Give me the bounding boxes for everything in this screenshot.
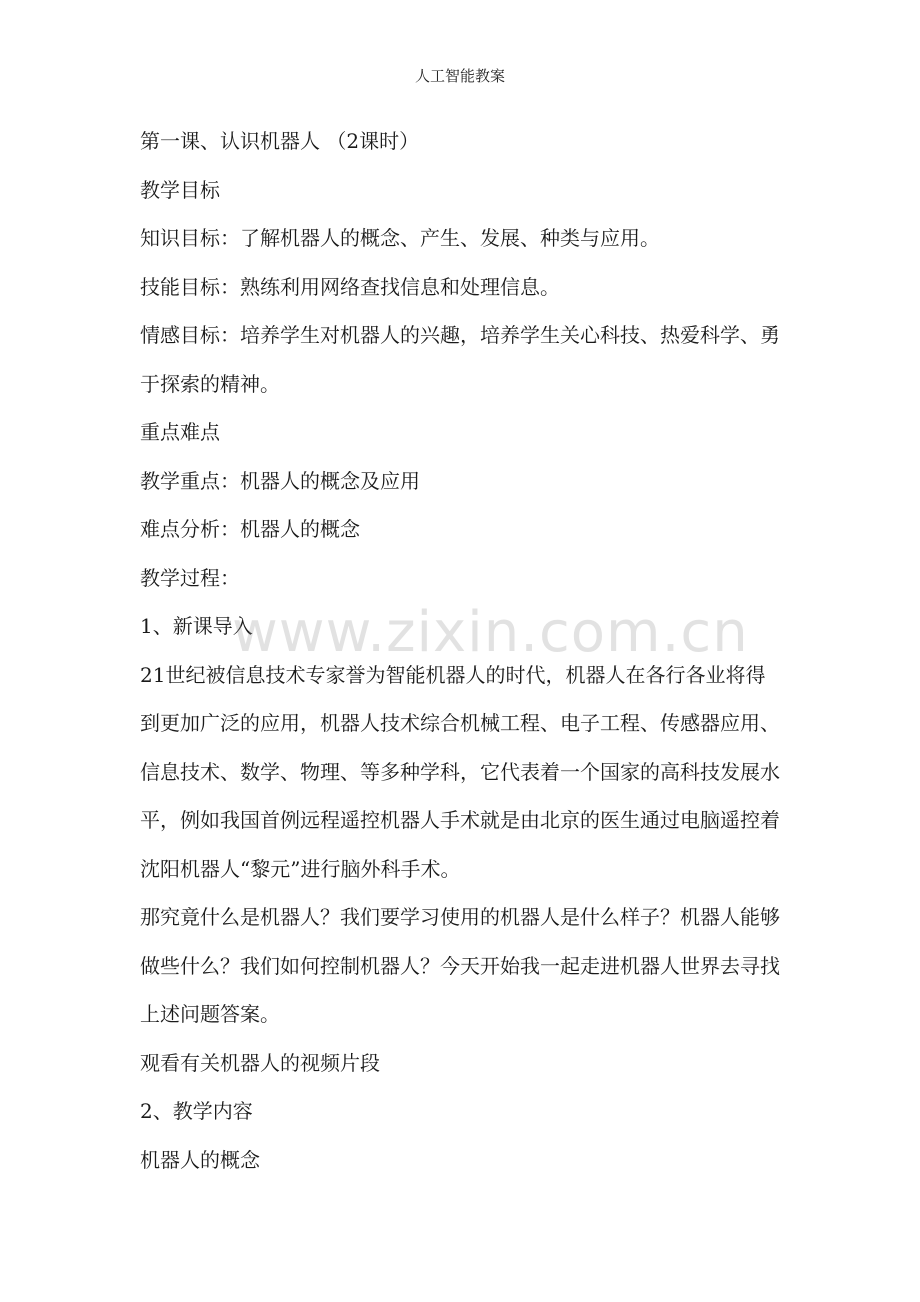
section-1-heading: 1、新课导入: [140, 614, 253, 638]
concept-heading: 机器人的概念: [140, 1147, 260, 1172]
video-line: 观看有关机器人的视频片段: [140, 1050, 380, 1075]
objectives-heading: 教学目标: [140, 177, 220, 202]
section-2-heading: 2、教学内容: [140, 1099, 253, 1123]
knowledge-goal: 知识目标：了解机器人的概念、产生、发展、种类与应用。: [140, 226, 660, 250]
page-header: 人工智能教案: [414, 67, 505, 85]
questions-paragraph: 那究竟什么是机器人？我们要学习使用的机器人是什么样子？机器人能够做些什么？我们如何控制机器人？今天开始我一起走进机器人世界去寻找上述问题答案。: [140, 905, 780, 1026]
process-heading: 教学过程：: [140, 565, 240, 590]
difficulty-analysis: 难点分析：机器人的概念: [140, 517, 360, 541]
key-points-heading: 重点难点: [140, 420, 220, 444]
emotion-goal: 情感目标：培养学生对机器人的兴趣，培养学生关心科技、热爱科学、勇于探索的精神。: [140, 323, 780, 396]
intro-paragraph: 21世纪被信息技术专家誉为智能机器人的时代，机器人在各行各业将得到更加广泛的应用，机器人技术综合机械工程、电子工程、传感器应用、信息技术、数学、物理、等多种学科，它代表着一个国家的高科技发展水平，例如我国首例远程遥控机器人手术就是由北京的医生通过电脑遥控着沈阳机器人“黎元”进行脑外科手术。: [140, 662, 780, 881]
skill-goal: 技能目标：熟练利用网络查找信息和处理信息。: [140, 274, 560, 299]
lesson-title: 第一课、认识机器人 （2课时）: [140, 129, 420, 153]
teaching-focus: 教学重点：机器人的概念及应用: [140, 468, 420, 493]
document-body: [140, 117, 785, 1184]
watermark-text: www.zixin.com.cn: [232, 600, 749, 665]
